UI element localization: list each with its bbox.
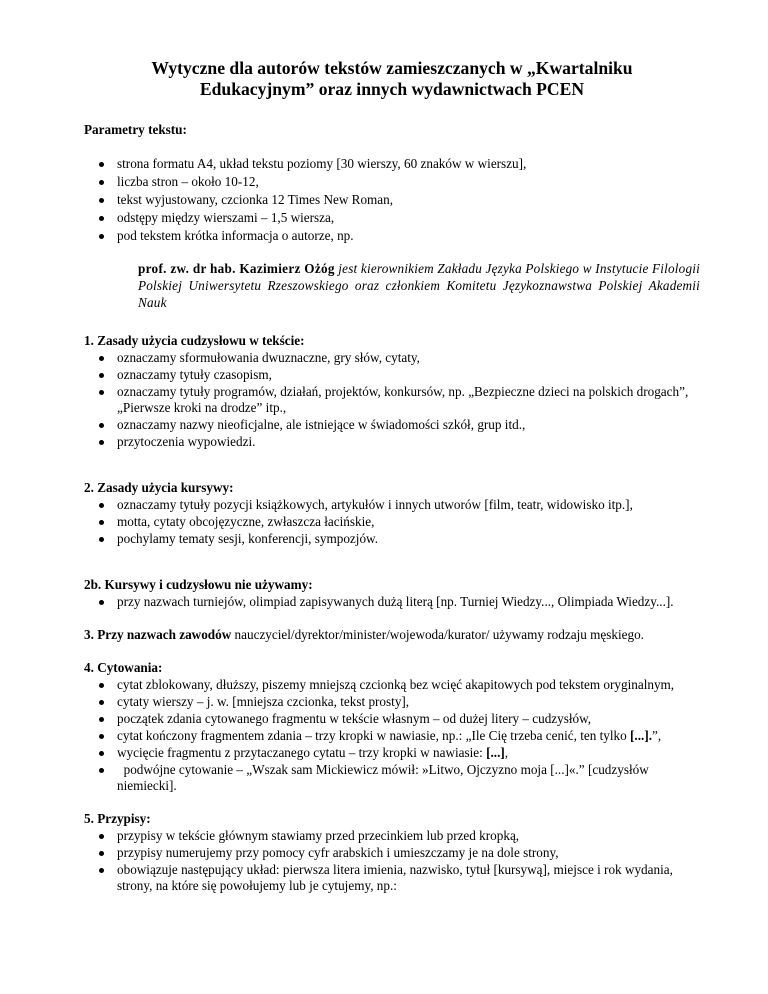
list-item (84, 728, 700, 744)
section-italics (84, 480, 700, 547)
list-item: oznaczamy tytuły pozycji książkowych, artykułów i innych utworów [film, teatr, widowisko itp.], (84, 497, 700, 513)
list-item: oznaczamy sformułowania dwuznaczne, gry słów, cytaty, (84, 350, 700, 366)
footnote-rules-list (84, 828, 700, 894)
section-heading: 5. Przypisy: (84, 811, 151, 826)
section-professions (84, 627, 700, 643)
item-text: , (504, 745, 509, 760)
item-text: ”, (652, 728, 662, 743)
section-citations (84, 660, 700, 794)
citation-rules-list (84, 677, 700, 794)
list-item: przytoczenia wypowiedzi. (84, 434, 700, 450)
item-bold-text: [...] (486, 745, 505, 760)
author-note-example (138, 260, 700, 311)
section-params (84, 122, 700, 311)
list-item: liczba stron – około 10-12, (84, 174, 700, 190)
italics-rules-list (84, 497, 700, 547)
item-bold-text: [...]. (630, 728, 653, 743)
list-item: oznaczamy tytuły czasopism, (84, 367, 700, 383)
author-description: jest kierownikiem Zakładu Języka Polskiego w Instytucie Filologii Polskiej Uniwersytetu Rzeszowskiego oraz członkiem Komitetu Językoznawstwa Polskiej Akademii Nauk (138, 261, 700, 310)
section-heading: 2. Zasady użycia kursywy: (84, 480, 234, 495)
list-item: odstępy między wierszami – 1,5 wiersza, (84, 210, 700, 226)
professions-text: nauczyciel/dyrektor/minister/wojewoda/kurator/ używamy rodzaju męskiego. (231, 627, 644, 642)
item-text: cytat kończony fragmentem zdania – trzy kropki w nawiasie, np.: „Ile Cię trzeba cenić, ten tylko (117, 728, 631, 743)
list-item: pochylamy tematy sesji, konferencji, sympozjów. (84, 531, 700, 547)
list-item: oznaczamy tytuły programów, działań, projektów, konkursów, np. „Bezpieczne dzieci na polskich drogach”, „Pierwsze kroki na drodze” itp., (84, 384, 700, 416)
list-item: podwójne cytowanie – „Wszak sam Mickiewicz mówił: »Litwo, Ojczyzno moja [...]«.” [cudzysłów niemiecki]. (84, 762, 700, 794)
list-item: obowiązuje następujący układ: pierwsza litera imienia, nazwisko, tytuł [kursywą], miejsce i rok wydania, strony, na które się powołujemy lub je cytujemy, np.: (84, 862, 700, 894)
list-item: przypisy w tekście głównym stawiamy przed przecinkiem lub przed kropką, (84, 828, 700, 844)
list-item: tekst wyjustowany, czcionka 12 Times New Roman, (84, 192, 700, 208)
section-heading: 4. Cytowania: (84, 660, 163, 675)
list-item: początek zdania cytowanego fragmentu w tekście własnym – od dużej litery – cudzysłów, (84, 711, 700, 727)
section-heading: 2b. Kursywy i cudzysłowu nie używamy: (84, 577, 313, 592)
list-item (84, 745, 700, 761)
quotation-rules-list (84, 350, 700, 450)
document-title (84, 58, 700, 100)
item-text: wycięcie fragmentu z przytaczanego cytatu – trzy kropki w nawiasie: (117, 745, 487, 760)
list-item: cytaty wierszy – j. w. [mniejsza czcionka, tekst prosty], (84, 694, 700, 710)
no-italics-rules-list (84, 594, 700, 610)
params-heading: Parametry tekstu: (84, 122, 187, 137)
section-quotation-marks (84, 333, 700, 450)
list-item: przypisy numerujemy przy pomocy cyfr arabskich i umieszczamy je na dole strony, (84, 845, 700, 861)
section-footnotes (84, 811, 700, 894)
list-item: pod tekstem krótka informacja o autorze, np. (84, 228, 700, 244)
list-item: motta, cytaty obcojęzyczne, zwłaszcza łacińskie, (84, 514, 700, 530)
title-line-1: Wytyczne dla autorów tekstów zamieszczanych w „Kwartalniku (151, 58, 633, 78)
title-line-2: Edukacyjnym” oraz innych wydawnictwach PCEN (199, 79, 585, 99)
list-item: strona formatu A4, układ tekstu poziomy [30 wierszy, 60 znaków w wierszu], (84, 156, 700, 172)
list-item: cytat zblokowany, dłuższy, piszemy mniejszą czcionką bez wcięć akapitowych pod tekstem oryginalnym, (84, 677, 700, 693)
section-heading: 1. Zasady użycia cudzysłowu w tekście: (84, 333, 305, 348)
list-item: oznaczamy nazwy nieoficjalne, ale istniejące w świadomości szkół, grup itd., (84, 417, 700, 433)
author-name: prof. zw. dr hab. Kazimierz Ożóg (138, 261, 335, 276)
professions-paragraph (84, 627, 700, 643)
section-no-italics (84, 577, 700, 610)
list-item: przy nazwach turniejów, olimpiad zapisywanych dużą literą [np. Turniej Wiedzy..., Olimpiada Wiedzy...]. (84, 594, 700, 610)
params-list (84, 156, 700, 244)
section-heading: 3. Przy nazwach zawodów (84, 627, 232, 642)
